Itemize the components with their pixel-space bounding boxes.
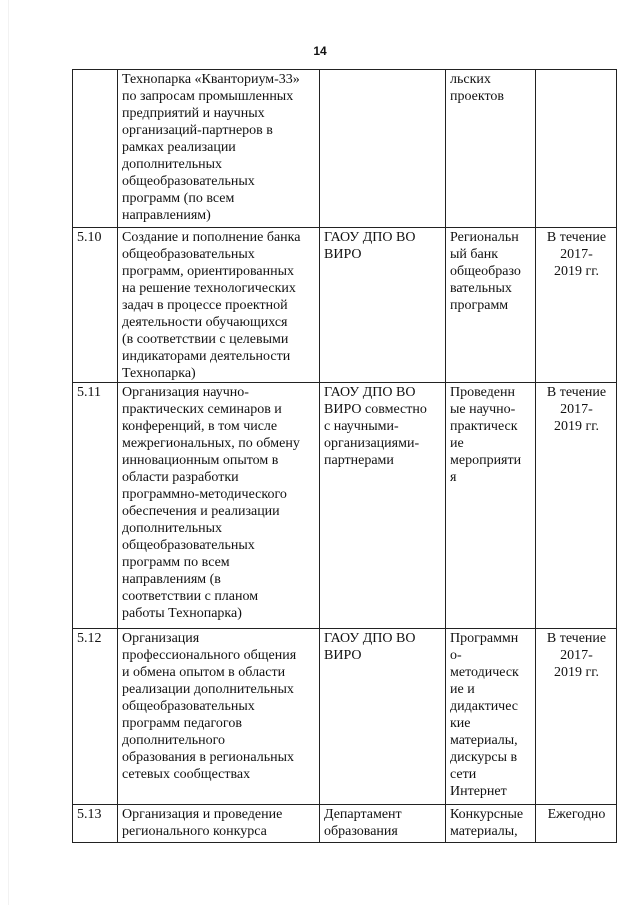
activity-cell: Организация профессионального общения и обмена опытом в области реализации дополнительных общеобразовательных программ педагогов дополнительного образования в региональных сетевых сообществах [118, 629, 320, 805]
result-cell: Проведенн ые научно- практическ ие мероприяти я [446, 383, 536, 629]
executor-cell: ГАОУ ДПО ВО ВИРО [320, 228, 446, 383]
result-cell: Конкурсные материалы, [446, 805, 536, 843]
item-number: 5.10 [73, 228, 118, 383]
activity-cell: Создание и пополнение банка общеобразовательных программ, ориентированных на решение технологических задач в процессе проектной деятельности обучающихся (в соответствии с целевыми индикаторами деятельности Технопарка) [118, 228, 320, 383]
item-number: 5.12 [73, 629, 118, 805]
table-row [73, 383, 617, 629]
result-cell: Программн о- методическ ие и дидактичес кие материалы, дискурсы в сети Интернет [446, 629, 536, 805]
table-row [73, 805, 617, 843]
executor-cell [320, 70, 446, 228]
deadline-cell: В течение 2017- 2019 гг. [536, 629, 617, 805]
table-row [73, 629, 617, 805]
executor-cell: ГАОУ ДПО ВО ВИРО совместно с научными- организациями- партнерами [320, 383, 446, 629]
deadline-cell [536, 70, 617, 228]
activity-cell: Технопарка «Кванториум-33» по запросам промышленных предприятий и научных организаций-партнеров в рамках реализации дополнительных общеобразовательных программ (по всем направлениям) [118, 70, 320, 228]
item-number [73, 70, 118, 228]
action-plan-table [72, 69, 617, 843]
item-number: 5.11 [73, 383, 118, 629]
activity-cell: Организация научно- практических семинаров и конференций, в том числе межрегиональных, по обмену инновационным опытом в области разработки программно-методического обеспечения и реализации дополнительных общеобразовательных программ по всем направлениям (в соответствии с планом работы Технопарка) [118, 383, 320, 629]
result-cell: Региональн ый банк общеобразо вательных программ [446, 228, 536, 383]
page-number: 14 [313, 44, 327, 58]
table-row [73, 70, 617, 228]
deadline-cell: В течение 2017- 2019 гг. [536, 228, 617, 383]
result-cell: льских проектов [446, 70, 536, 228]
deadline-cell: Ежегодно [536, 805, 617, 843]
activity-cell: Организация и проведение регионального конкурса [118, 805, 320, 843]
scan-edge [8, 0, 9, 905]
executor-cell: ГАОУ ДПО ВО ВИРО [320, 629, 446, 805]
item-number: 5.13 [73, 805, 118, 843]
deadline-cell: В течение 2017- 2019 гг. [536, 383, 617, 629]
executor-cell: Департамент образования [320, 805, 446, 843]
table-row [73, 228, 617, 383]
